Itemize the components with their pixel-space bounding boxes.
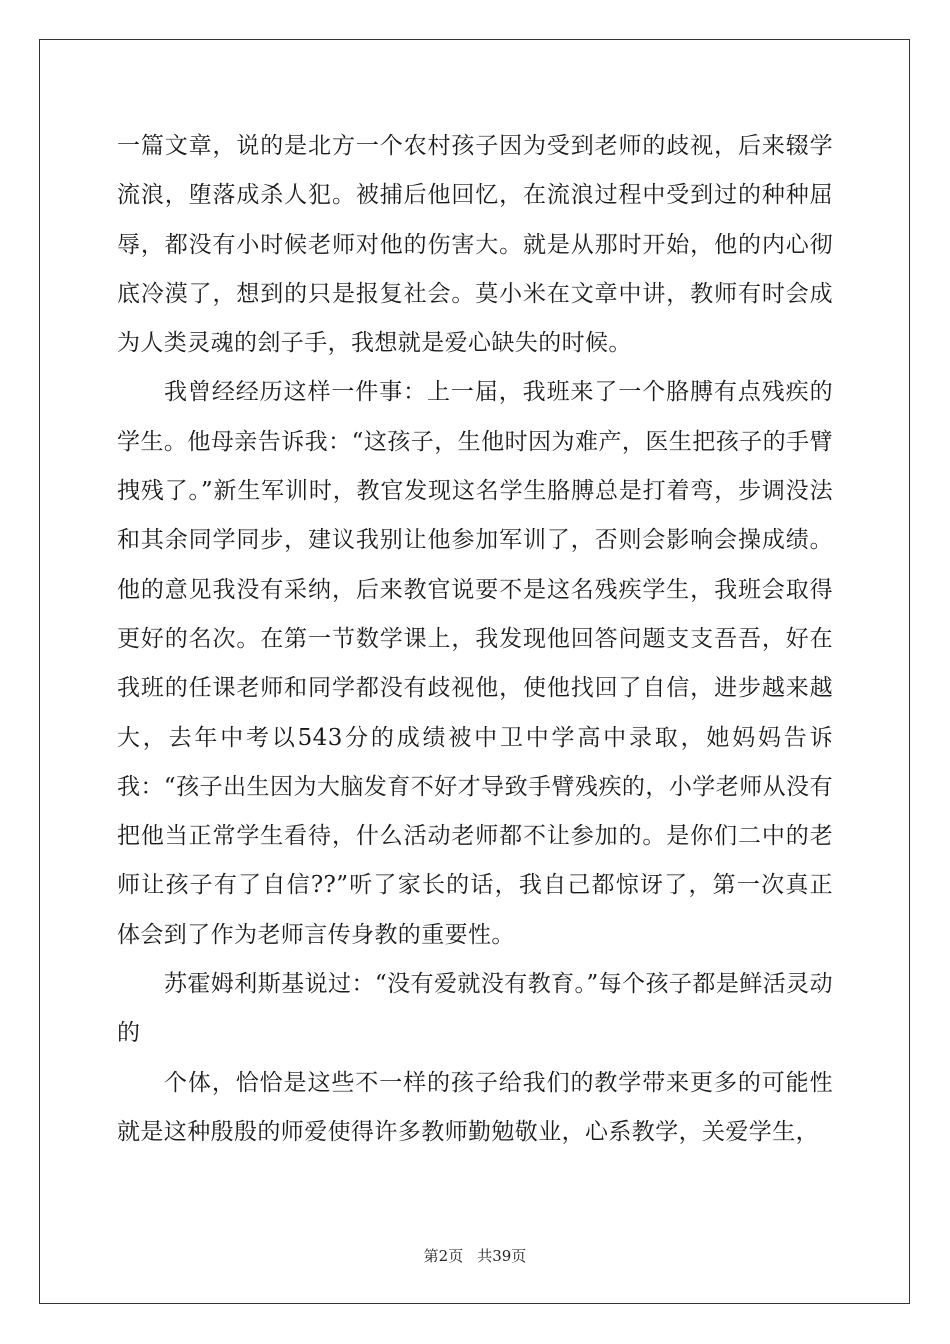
paragraph-2: 我曾经经历这样一件事：上一届，我班来了一个胳膊有点残疾的学生。他母亲告诉我：“这孩子，生他时因为难产，医生把孩子的手臂拽残了。”新生军训时，教官发现这名学生胳膊总是打着弯，步调没法和其余同学同步，建议我别让他参加军训了，否则会影响会操成绩。他的意见我没有采纳，后来教官说要不是这名残疾学生，我班会取得更好的名次。在第一节数学课上，我发现他回答问题支支吾吾，好在我班的任课老师和同学都没有歧视他，使他找回了自信，进步越来越大，去年中考以543分的成绩被中卫中学高中录取，她妈妈告诉我：“孩子出生因为大脑发育不好才导致手臂残疾的，小学老师从没有把他当正常学生看待，什么活动老师都不让参加的。是你们二中的老师让孩子有了自信??”听了家长的话，我自己都惊讶了，第一次真正体会到了作为老师言传身教的重要性。 [117, 379, 833, 948]
page-number: 第2页 [423, 1247, 464, 1265]
page-footer [0, 1245, 950, 1266]
page-total: 共39页 [477, 1247, 527, 1265]
paragraph-3: 苏霍姆利斯基说过：“没有爱就没有教育。”每个孩子都是鲜活灵动的 [117, 971, 833, 1047]
document-body [117, 122, 833, 1157]
paragraph-1: 一篇文章，说的是北方一个农村孩子因为受到老师的歧视，后来辍学流浪，堕落成杀人犯。被捕后他回忆，在流浪过程中受到过的种种屈辱，都没有小时候老师对他的伤害大。就是从那时开始，他的内心彻底冷漠了，想到的只是报复社会。莫小米在文章中讲，教师有时会成为人类灵魂的刽子手，我想就是爱心缺失的时候。 [117, 133, 833, 357]
paragraph-4: 个体，恰恰是这些不一样的孩子给我们的教学带来更多的可能性就是这种殷殷的师爱使得许多教师勤勉敬业，心系教学，关爱学生， [117, 1069, 833, 1145]
